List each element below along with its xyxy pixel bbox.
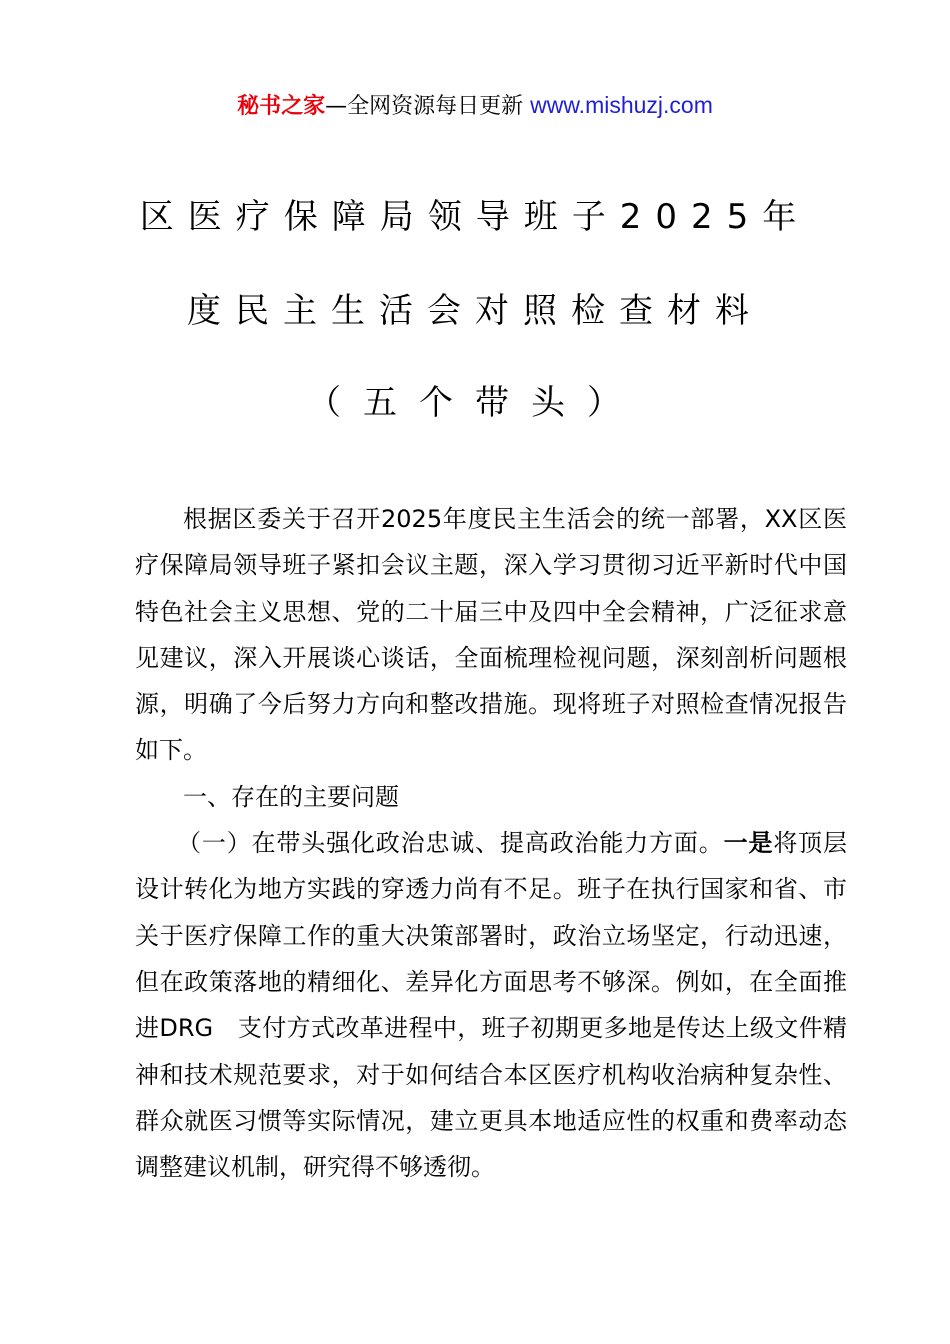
site-url-link[interactable]: www.mishuzj.com (530, 92, 713, 118)
document-title-line-2: 度民主生活会对照检查材料 (187, 291, 763, 331)
site-header (0, 88, 950, 124)
document-body (135, 496, 847, 1190)
subsection-paragraph-1 (135, 820, 847, 1190)
point-label-1: 一是 (723, 829, 774, 858)
intro-paragraph: 根据区委关于召开2025年度民主生活会的统一部署，XX区医疗保障局领导班子紧扣会议主题，深入学习贯彻习近平新时代中国特色社会主义思想、党的二十届三中及四中全会精神，广泛征求意见建议，深入开展谈心谈话，全面梳理检视问题，深刻剖析问题根源，明确了今后努力方向和整改措施。现将班子对照检查情况报告如下。 (135, 505, 847, 765)
section-heading-1: 一、存在的主要问题 (183, 782, 399, 811)
document-subtitle: （五个带头） (307, 383, 643, 423)
document-title-line-1: 区医疗保障局领导班子2025年 (139, 197, 811, 237)
subsection-heading-1: （一）在带头强化政治忠诚、提高政治能力方面。 (177, 829, 724, 858)
brand-name: 秘书之家 (237, 94, 326, 119)
subsection-text-1: 将顶层设计转化为地方实践的穿透力尚有不足。班子在执行国家和省、市关于医疗保障工作的重大决策部署时，政治立场坚定，行动迅速，但在政策落地的精细化、差异化方面思考不够深。例如，在全面推进DRG 支付方式改革进程中，班子初期更多地是传达上级文件精神和技术规范要求，对于如何结合本区医疗机构收治病种复杂性、群众就医习惯等实际情况，建立更具本地适应性的权重和费率动态调整建议机制，研究得不够透彻。 (135, 829, 848, 1182)
header-slogan: —全网资源每日更新 (325, 94, 531, 119)
